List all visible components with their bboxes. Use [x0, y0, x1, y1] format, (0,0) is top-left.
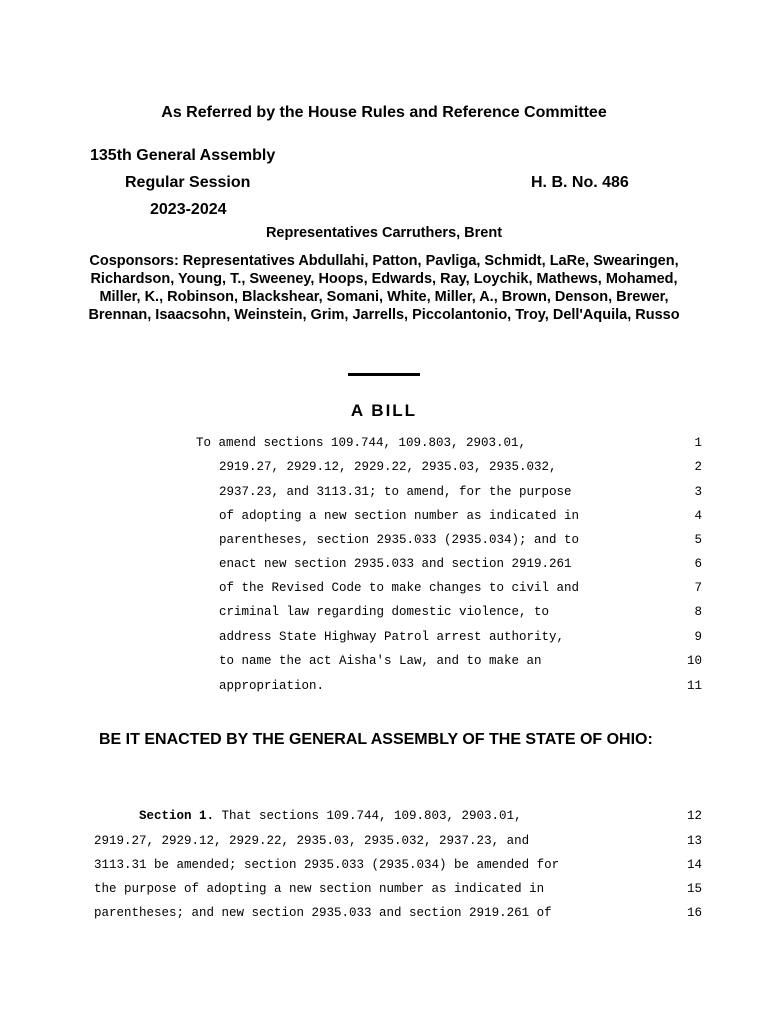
enacting-clause: BE IT ENACTED BY THE GENERAL ASSEMBLY OF THE STATE OF OHIO:	[99, 731, 653, 748]
line-number: 8	[694, 605, 702, 619]
line-number: 9	[694, 630, 702, 644]
bill-line-text: 2919.27, 2929.12, 2929.22, 2935.03, 2935.032,	[219, 460, 557, 474]
line-number: 13	[686, 834, 702, 848]
section-first-line	[139, 809, 522, 823]
title-divider	[348, 373, 420, 376]
bill-line-text: To amend sections 109.744, 109.803, 2903.01,	[196, 436, 527, 450]
cosponsors-list: Cosponsors: Representatives Abdullahi, Patton, Pavliga, Schmidt, LaRe, Swearingen, Richardson, Young, T., Sweeney, Hoops, Edwards, Ray, Loychik, Mathews, Mohamed, Miller, K., Robinson, Blackshear, Somani, White, Miller, A., Brown, Denson, Brewer, Brennan, Isaacsohn, Weinstein, Grim, Jarrells, Piccolantonio, Troy, Dell'Aquila, Russo	[88, 253, 680, 323]
bill-line-text: enact new section 2935.033 and section 2919.261	[219, 557, 572, 571]
section-line-text: the purpose of adopting a new section number as indicated in	[94, 882, 545, 896]
section-line-text: 3113.31 be amended; section 2935.033 (2935.034) be amended for	[94, 858, 560, 872]
line-number: 14	[686, 858, 702, 872]
line-number: 7	[694, 581, 702, 595]
section-line-text: parentheses; and new section 2935.033 and section 2919.261 of	[94, 906, 552, 920]
line-number: 6	[694, 557, 702, 571]
bill-title: A BILL	[350, 401, 418, 420]
bill-line-text: 2937.23, and 3113.31; to amend, for the purpose	[219, 485, 572, 499]
bill-line-text: to name the act Aisha's Law, and to make an	[219, 654, 542, 668]
line-number: 2	[694, 460, 702, 474]
general-assembly: 135th General Assembly	[90, 147, 276, 164]
sponsor-representatives: Representatives Carruthers, Brent	[265, 225, 503, 241]
section-line-text: That sections 109.744, 109.803, 2903.01,	[214, 809, 522, 823]
line-number: 12	[686, 809, 702, 823]
bill-line-text: of the Revised Code to make changes to civil and	[219, 581, 580, 595]
line-number: 16	[686, 906, 702, 920]
session-label: Regular Session	[125, 174, 251, 191]
bill-line-text: of adopting a new section number as indicated in	[219, 509, 580, 523]
line-number: 11	[686, 679, 702, 693]
line-number: 10	[686, 654, 702, 668]
line-number: 4	[694, 509, 702, 523]
line-number: 1	[694, 436, 702, 450]
bill-line-text: appropriation.	[219, 679, 325, 693]
referral-heading: As Referred by the House Rules and Reference Committee	[161, 104, 607, 121]
section-label: Section 1.	[139, 809, 215, 823]
bill-number: H. B. No. 486	[531, 174, 629, 191]
bill-line-text: parentheses, section 2935.033 (2935.034); and to	[219, 533, 580, 547]
line-number: 15	[686, 882, 702, 896]
line-number: 5	[694, 533, 702, 547]
bill-line-text: criminal law regarding domestic violence, to	[219, 605, 550, 619]
section-line-text: 2919.27, 2929.12, 2929.22, 2935.03, 2935.032, 2937.23, and	[94, 834, 530, 848]
line-number: 3	[694, 485, 702, 499]
session-years: 2023-2024	[150, 201, 227, 218]
bill-line-text: address State Highway Patrol arrest authority,	[219, 630, 565, 644]
